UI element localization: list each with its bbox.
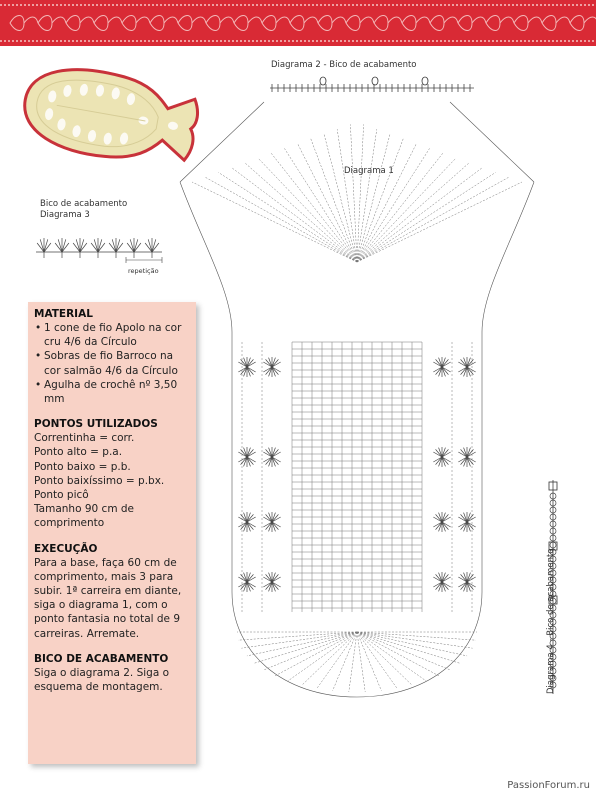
diagram2-title: Diagrama 2 - Bico de acabamento xyxy=(271,60,417,70)
repetition-label: repetição xyxy=(128,267,159,275)
material-item: • Agulha de crochê nº 3,50 mm xyxy=(44,378,190,406)
stitch-line: Ponto picô xyxy=(34,489,89,502)
execution-text: Para a base, faça 60 cm de comprimento, mais 3 para subir. 1ª carreira em diante, siga o diagrama 1, com o ponto fantasia no total de 9 carreiras. Arremate. xyxy=(34,556,182,640)
execution-section xyxy=(34,543,190,641)
diagram1-title: Diagrama 1 xyxy=(344,166,394,176)
stitch-line: Ponto baixo = p.b. xyxy=(34,460,131,473)
stitch-line: Ponto alto = p.a. xyxy=(34,446,123,459)
decorative-banner xyxy=(0,0,596,46)
material-heading: MATERIAL xyxy=(34,308,93,320)
finishing-heading: BICO DE ACABAMENTO xyxy=(34,652,169,665)
finishing-section xyxy=(34,653,190,694)
material-section xyxy=(34,308,190,406)
diagram3-title-line2: Diagrama 3 xyxy=(40,210,90,220)
instructions-panel xyxy=(28,302,196,764)
watermark: PassionForum.ru xyxy=(507,780,590,791)
material-item: • 1 cone de fio Apolo na cor cru 4/6 da Círculo xyxy=(44,321,190,349)
size-line: Tamanho 90 cm de comprimento xyxy=(34,503,135,530)
material-item: • Sobras de fio Barroco na cor salmão 4/6 da Círculo xyxy=(44,349,190,377)
material-list xyxy=(34,321,190,406)
diagram2-strip xyxy=(268,74,478,94)
diagram3-title-line1: Bico de acabamento xyxy=(40,199,128,209)
diagram3-chart xyxy=(34,230,166,264)
stitches-heading: PONTOS UTILIZADOS xyxy=(34,418,158,431)
diagram1-chart xyxy=(172,92,542,707)
diagram4-title: Diagrama 4 - Bico de acabamento xyxy=(546,548,556,694)
stitches-section xyxy=(34,418,190,530)
stitch-line: Ponto baixíssimo = p.bx. xyxy=(34,474,165,487)
finishing-text: Siga o diagrama 2. Siga o esquema de montagem. xyxy=(34,666,170,694)
execution-heading: EXECUÇÃO xyxy=(34,542,98,555)
banner-pattern xyxy=(0,0,596,46)
stitch-line: Correntinha = corr. xyxy=(34,432,135,445)
